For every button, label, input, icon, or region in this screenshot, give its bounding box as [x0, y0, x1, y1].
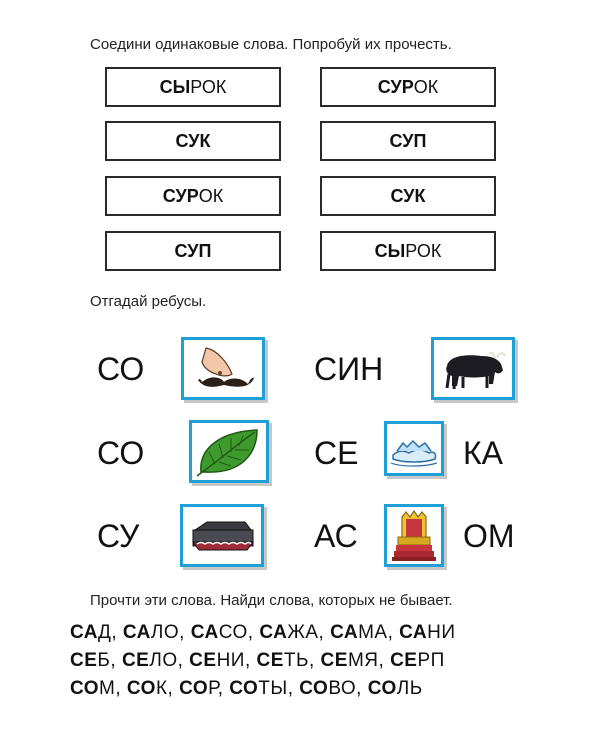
instruction-find-words: Прочти эти слова. Найди слова, которых не бывает. — [90, 592, 453, 609]
syllable-bold: СЕ — [390, 650, 418, 671]
rebus6-ending: ОМ — [463, 518, 515, 554]
nose-mustache-icon — [188, 344, 258, 394]
yak-icon — [437, 344, 509, 394]
syllable-bold: СЕ — [121, 650, 150, 671]
syllable-bold: СЕ — [70, 650, 98, 671]
word-box-left-3[interactable] — [105, 176, 281, 216]
throne-icon — [390, 509, 438, 563]
rebus1-picture[interactable] — [181, 337, 265, 400]
word-rest: ЛО, — [149, 650, 190, 671]
word-rest: Б, — [97, 650, 122, 671]
leaf-icon — [195, 426, 263, 478]
word-rest: МА, — [358, 622, 400, 643]
rebus5-syllable: СУ — [97, 518, 140, 554]
word-rest: К, — [155, 678, 180, 699]
rebus6-picture[interactable] — [384, 504, 444, 567]
syllable-bold: СА — [70, 622, 98, 643]
syllable-bold: СО — [70, 678, 100, 699]
syllable-bold: СА — [259, 622, 288, 643]
rebus3-picture[interactable] — [189, 420, 269, 483]
word-rest: РП — [417, 650, 445, 671]
word-rest-part: РОК — [405, 240, 442, 261]
rebus2-syllable: СИН — [314, 351, 384, 387]
word-bold-part: СУР — [162, 185, 199, 206]
word-rest: СО, — [218, 622, 260, 643]
syllable-bold: СО — [126, 678, 156, 699]
syllable-bold: СЕ — [320, 650, 348, 671]
word-box-left-2[interactable] — [105, 121, 281, 161]
word-bold-part: СУР — [377, 76, 414, 97]
syllable-bold: СО — [179, 678, 209, 699]
word-rest: ТЫ, — [258, 678, 300, 699]
syllable-bold: СА — [122, 622, 151, 643]
syllable-bold: СЕ — [256, 650, 284, 671]
word-box-right-4[interactable] — [320, 231, 496, 271]
word-box-left-4[interactable] — [105, 231, 281, 271]
word-bold-part: СЫ — [159, 76, 191, 97]
word-bold-part: СУК — [175, 130, 211, 151]
word-rest: ЛО, — [150, 622, 191, 643]
word-rest: Р, — [208, 678, 230, 699]
instruction-match-words: Соедини одинаковые слова. Попробуй их прочесть. — [90, 36, 452, 53]
rebus6-syllable: АС — [314, 518, 358, 554]
word-bold-part: СУК — [390, 185, 426, 206]
rebus3-syllable: СО — [97, 435, 145, 471]
word-box-right-1[interactable] — [320, 67, 496, 107]
word-line-so — [70, 678, 423, 700]
word-rest: М, — [99, 678, 127, 699]
ice-floe-icon — [389, 429, 439, 469]
rebus4-ending: КА — [463, 435, 503, 471]
word-bold-part: СУП — [174, 240, 212, 261]
word-rest: НИ, — [216, 650, 257, 671]
rebus5-picture[interactable] — [180, 504, 264, 567]
word-rest: НИ — [427, 622, 456, 643]
syllable-bold: СО — [229, 678, 259, 699]
syllable-bold: СЕ — [189, 650, 217, 671]
word-rest: ВО, — [328, 678, 368, 699]
rebus4-syllable: СЕ — [314, 435, 359, 471]
coffin-icon — [187, 514, 257, 558]
word-rest: ЖА, — [287, 622, 331, 643]
rebus1-syllable: СО — [97, 351, 145, 387]
word-box-right-2[interactable] — [320, 121, 496, 161]
word-rest: Д, — [97, 622, 123, 643]
word-bold-part: СЫ — [374, 240, 406, 261]
word-line-se — [70, 650, 445, 672]
word-bold-part: СУП — [389, 130, 427, 151]
word-rest: ЛЬ — [396, 678, 423, 699]
rebus4-picture[interactable] — [384, 421, 444, 476]
word-box-left-1[interactable] — [105, 67, 281, 107]
word-rest-part: ОК — [198, 185, 224, 206]
syllable-bold: СА — [399, 622, 428, 643]
syllable-bold: СА — [330, 622, 359, 643]
syllable-bold: СО — [299, 678, 329, 699]
word-rest-part: ОК — [413, 76, 439, 97]
word-rest: МЯ, — [347, 650, 391, 671]
word-rest: ТЬ, — [283, 650, 321, 671]
instruction-rebus: Отгадай ребусы. — [90, 293, 207, 310]
word-box-right-3[interactable] — [320, 176, 496, 216]
word-line-sa — [70, 622, 456, 644]
word-rest-part: РОК — [190, 76, 227, 97]
syllable-bold: СА — [190, 622, 219, 643]
rebus2-picture[interactable] — [431, 337, 515, 400]
syllable-bold: СО — [367, 678, 397, 699]
